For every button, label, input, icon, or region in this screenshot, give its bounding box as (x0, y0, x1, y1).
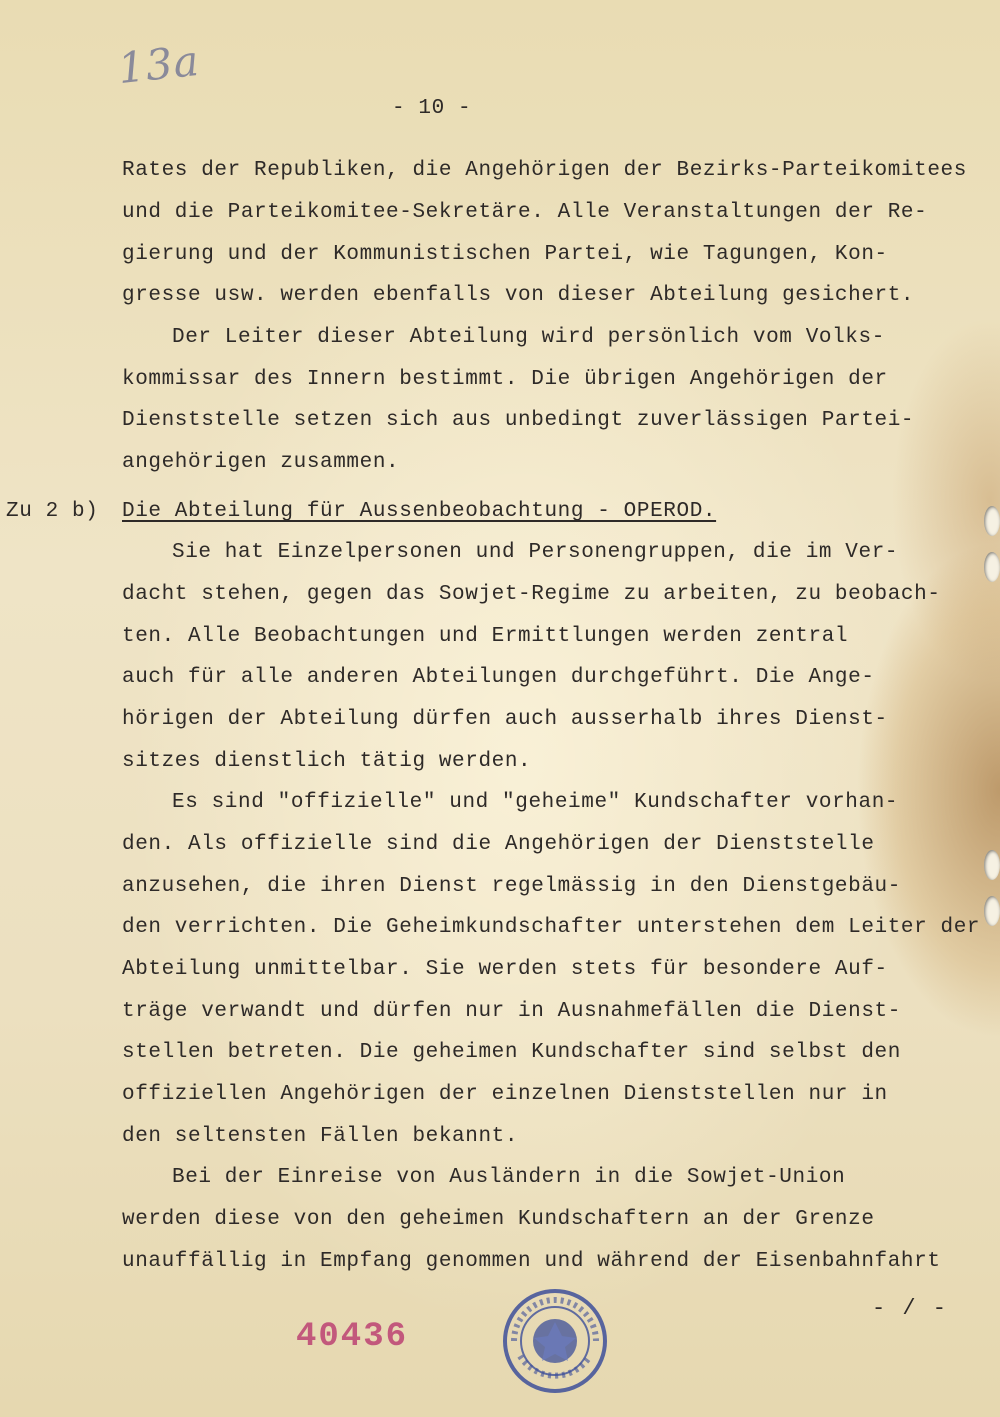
handwritten-page-note: 13a (115, 35, 202, 94)
text-line: den verrichten. Die Geheimkundschafter unterstehen dem Leiter der (122, 916, 981, 939)
text-line: gierung und der Kommunistischen Partei, wie Tagungen, Kon- (122, 243, 888, 266)
text-line: Rates der Republiken, die Angehörigen der Bezirks-Parteikomitees (122, 159, 967, 182)
text-line: träge verwandt und dürfen nur in Ausnahmefällen die Dienst- (122, 1000, 901, 1023)
punch-hole-icon (984, 896, 1000, 926)
archive-seal-icon (500, 1286, 610, 1396)
text-line: Abteilung unmittelbar. Sie werden stets für besondere Auf- (122, 958, 888, 981)
text-line: angehörigen zusammen. (122, 451, 400, 474)
text-line: Es sind "offizielle" und "geheime" Kundschafter vorhan- (172, 791, 899, 814)
punch-hole-icon (984, 850, 1000, 880)
text-line: werden diese von den geheimen Kundschaftern an der Grenze (122, 1208, 875, 1231)
text-line: anzusehen, die ihren Dienst regelmässig in den Dienstgebäu- (122, 875, 901, 898)
text-line: den seltensten Fällen bekannt. (122, 1125, 519, 1148)
text-line: Der Leiter dieser Abteilung wird persönlich vom Volks- (172, 326, 885, 349)
punch-hole-icon (984, 506, 1000, 536)
text-line: offiziellen Angehörigen der einzelnen Dienststellen nur in (122, 1083, 888, 1106)
punch-hole-icon (984, 552, 1000, 582)
text-line: stellen betreten. Die geheimen Kundschafter sind selbst den (122, 1041, 901, 1064)
section-reference: Zu 2 b) (6, 500, 99, 523)
text-line: den. Als offizielle sind die Angehörigen der Dienststelle (122, 833, 875, 856)
text-line: Sie hat Einzelpersonen und Personengruppen, die im Ver- (172, 541, 899, 564)
continuation-mark: - / - (872, 1296, 949, 1321)
section-heading: Die Abteilung für Aussenbeobachtung - OPEROD. (122, 500, 717, 523)
text-line: hörigen der Abteilung dürfen auch ausserhalb ihres Dienst- (122, 708, 888, 731)
text-line: und die Parteikomitee-Sekretäre. Alle Veranstaltungen der Re- (122, 201, 928, 224)
text-line: dacht stehen, gegen das Sowjet-Regime zu arbeiten, zu beobach- (122, 583, 941, 606)
text-line: auch für alle anderen Abteilungen durchgeführt. Die Ange- (122, 666, 875, 689)
text-line: gresse usw. werden ebenfalls von dieser Abteilung gesichert. (122, 284, 915, 307)
page-number: - 10 - (392, 97, 472, 120)
text-line: ten. Alle Beobachtungen und Ermittlungen werden zentral (122, 625, 849, 648)
text-line: unauffällig in Empfang genommen und während der Eisenbahnfahrt (122, 1250, 941, 1273)
text-line: Bei der Einreise von Ausländern in die Sowjet-Union (172, 1166, 846, 1189)
text-line: sitzes dienstlich tätig werden. (122, 750, 532, 773)
text-line: Dienststelle setzen sich aus unbedingt zuverlässigen Partei- (122, 409, 915, 432)
text-line: kommissar des Innern bestimmt. Die übrigen Angehörigen der (122, 368, 888, 391)
archive-stamp-number: 40436 (296, 1318, 409, 1356)
